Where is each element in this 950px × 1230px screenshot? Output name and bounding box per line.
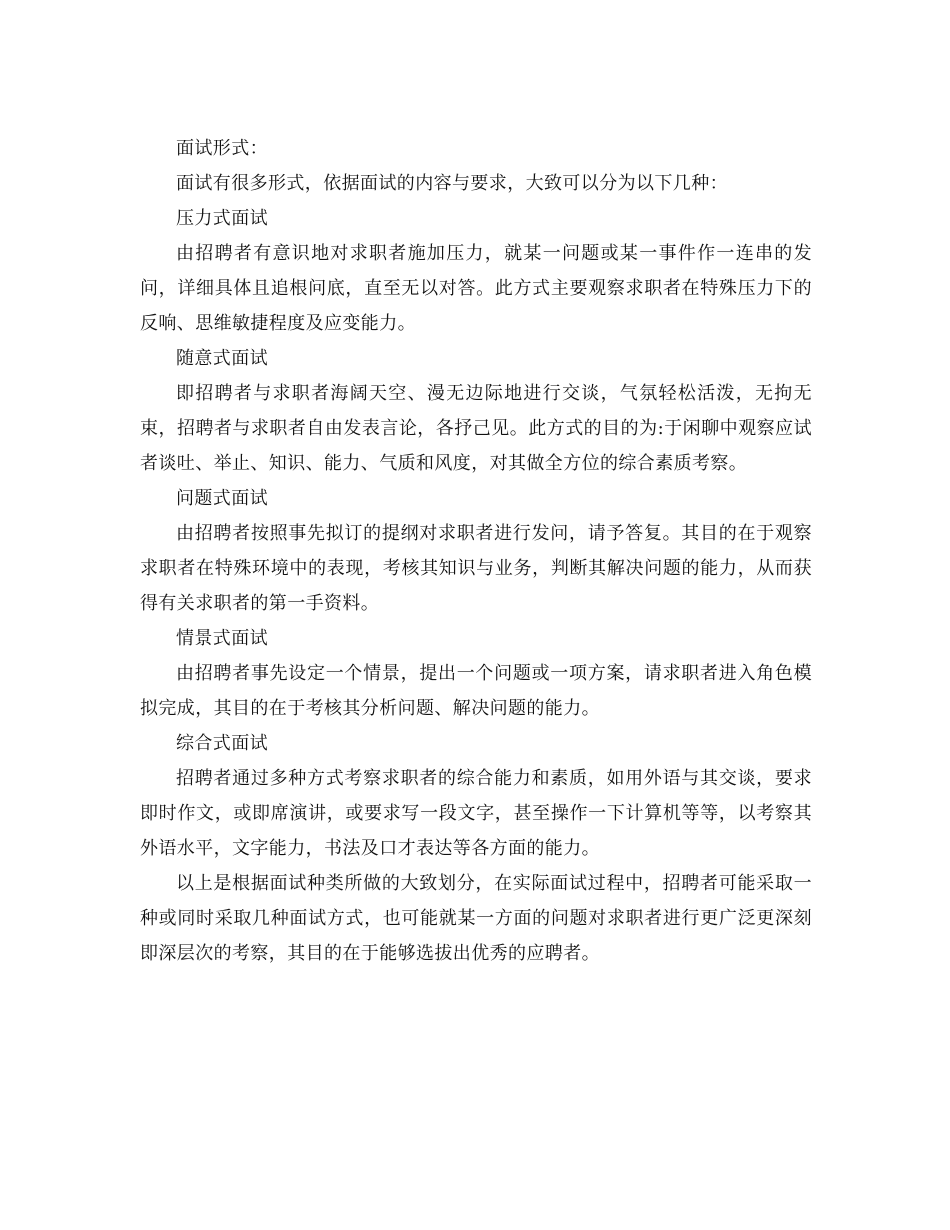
- section-heading-pressure: 压力式面试: [176, 208, 268, 229]
- intro-text: 面试有很多形式，依据面试的内容与要求，大致可以分为以下几种：: [176, 173, 728, 194]
- conclusion-text: 以上是根据面试种类所做的大致划分，在实际面试过程中，招聘者可能采取一种或同时采取几种面试方式，也可能就某一方面的问题对求职者进行更广泛更深刻即深层次的考察，其目的在于能够选拔出优秀的应聘者。: [140, 873, 812, 964]
- intro-title: 面试形式：: [176, 138, 268, 159]
- section-heading-comprehensive: 综合式面试: [176, 733, 268, 754]
- section-body-question: 由招聘者按照事先拟订的提纲对求职者进行发问，请予答复。其目的在于观察求职者在特殊环境中的表现，考核其知识与业务，判断其解决问题的能力，从而获得有关求职者的第一手资料。: [140, 523, 812, 614]
- section-heading-question: 问题式面试: [176, 488, 268, 509]
- section-heading-casual: 随意式面试: [176, 348, 268, 369]
- section-body-casual: 即招聘者与求职者海阔天空、漫无边际地进行交谈，气氛轻松活泼，无拘无束，招聘者与求职者自由发表言论，各抒己见。此方式的目的为:于闲聊中观察应试者谈吐、举止、知识、能力、气质和风度，对其做全方位的综合素质考察。: [140, 383, 812, 474]
- section-body-scenario: 由招聘者事先设定一个情景，提出一个问题或一项方案，请求职者进入角色模拟完成，其目的在于考核其分析问题、解决问题的能力。: [140, 663, 812, 719]
- section-heading-scenario: 情景式面试: [176, 628, 268, 649]
- section-body-comprehensive: 招聘者通过多种方式考察求职者的综合能力和素质，如用外语与其交谈，要求即时作文，或即席演讲，或要求写一段文字，甚至操作一下计算机等等，以考察其外语水平，文字能力，书法及口才表达等各方面的能力。: [140, 768, 812, 859]
- document-body: [140, 131, 812, 971]
- section-body-pressure: 由招聘者有意识地对求职者施加压力，就某一问题或某一事件作一连串的发问，详细具体且追根问底，直至无以对答。此方式主要观察求职者在特殊压力下的反响、思维敏捷程度及应变能力。: [140, 243, 812, 334]
